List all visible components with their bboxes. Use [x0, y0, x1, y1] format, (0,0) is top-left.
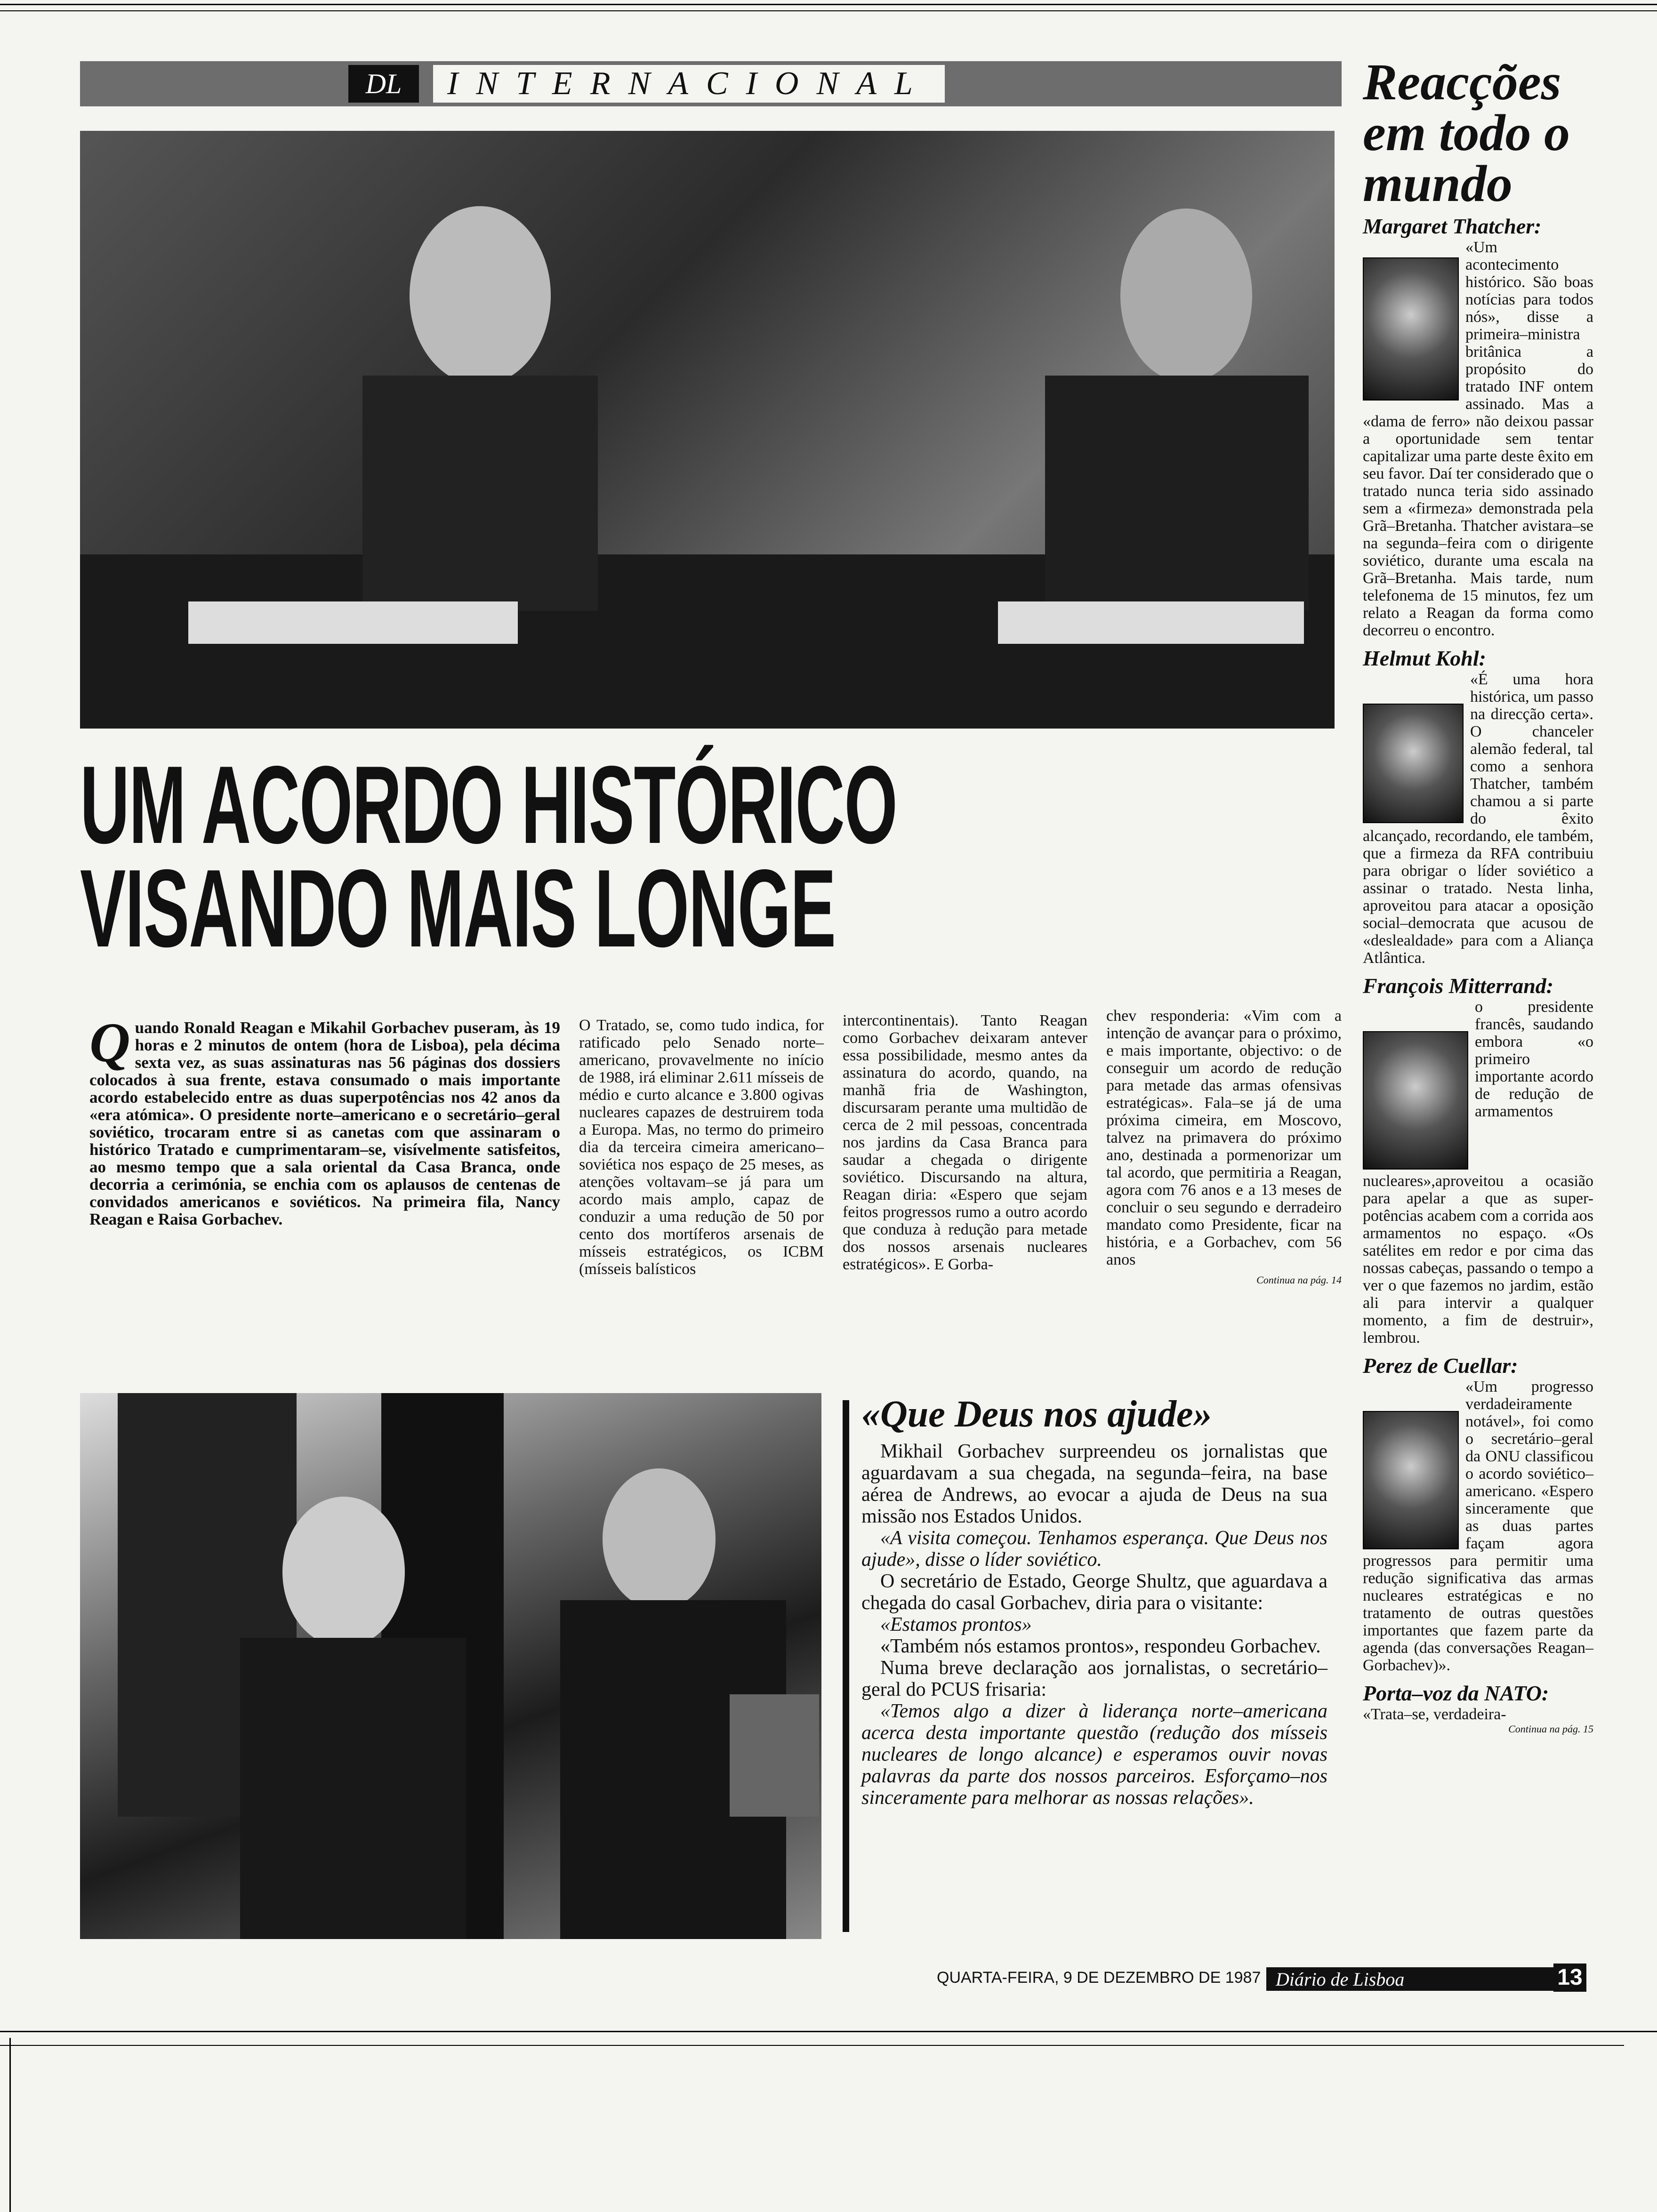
- footer-date: QUARTA-FEIRA, 9 DE DEZEMBRO DE 1987: [937, 1969, 1261, 1987]
- sidebar-title: Reacções em todo o mundo: [1363, 53, 1570, 212]
- sidebar-text-cuellar: «Um progresso verdadeiramente notável», foi como o secretário–geral da ONU classificou o acordo soviético–americano. «Espero sinceramente que as duas partes façam agora progressos para permitir uma redução significativa das armas nucleares estratégicas e no tratamento de outras questões importantes que fazem parte da agenda (das conversações Reagan–Gorbachev)».: [1363, 1378, 1593, 1674]
- box-paragraph-6: Numa breve declaração aos jornalistas, o secretário–geral do PCUS frisaria:: [861, 1657, 1327, 1700]
- sidebar-name-thatcher: Margaret Thatcher:: [1363, 214, 1542, 238]
- article-column-3: [843, 1012, 1087, 1273]
- box-paragraph-4: «Estamos prontos»: [880, 1614, 1032, 1635]
- box-accent-bar: [843, 1400, 849, 1932]
- lead-paragraph: [89, 1011, 560, 1228]
- headline-line-1: UM ACORDO HISTÓRICO: [80, 743, 897, 866]
- sidebar-text-nato: «Trata–se, verdadeira-: [1363, 1706, 1506, 1723]
- bottom-rule-2: [0, 2045, 1624, 2046]
- sidebar-name-nato: Porta–voz da NATO:: [1363, 1681, 1549, 1705]
- mitterrand-portrait: [1363, 1031, 1468, 1170]
- bottom-rule: [0, 2031, 1657, 2032]
- signing-photo: [80, 131, 1335, 729]
- box-paragraph-5: «Também nós estamos prontos», respondeu Gorbachev.: [880, 1635, 1321, 1657]
- kohl-portrait: [1363, 704, 1464, 823]
- box-title: «Que Deus nos ajude»: [861, 1394, 1212, 1435]
- cuellar-portrait: [1363, 1411, 1459, 1549]
- quote-box: [861, 1393, 1327, 1809]
- sidebar-reactions: [1363, 53, 1593, 1735]
- continue-note-15: Continua na pág. 15: [1508, 1723, 1593, 1735]
- column-4-text: chev responderia: «Vim com a intenção de avançar para o próximo, e mais importante, objectivo: o de conseguir um acordo de redução para metade das armas ofensivas estratégicas». Fala–se já de uma próxima cimeira, em Moscovo, talvez na primavera do próximo ano, destinada a pormenorizar um tal acordo, que permitiria a Reagan, agora com 76 anos e a 13 meses de concluir o seu segundo e derradeiro mandato como Presidente, ficar na história, e a Gorbachev, com 56 anos: [1106, 1007, 1342, 1268]
- column-3-text: intercontinentais). Tanto Reagan como Gorbachev deixaram antever essa possibilidade, mesmo antes da assinatura do acordo, quando, na manhã fria de Washington, discursaram perante uma multidão de cerca de 2 mil pessoas, concentrada nos jardins da Casa Branca para saudar a chegada o dirigente soviético. Discursando na altura, Reagan diria: «Espero que sejam feitos progressos rumo a outro acordo que conduza à redução para metade dos nossos arsenais nucleares estratégicos». E Gorba-: [843, 1012, 1087, 1273]
- headline-line-2: VISANDO MAIS LONGE: [80, 846, 836, 970]
- page-number: 13: [1553, 1964, 1586, 1992]
- article-column-2: [579, 1017, 824, 1278]
- newspaper-logo: DL: [348, 65, 419, 103]
- handshake-photo: [80, 1393, 821, 1939]
- lead-text: uando Ronald Reagan e Mikahil Gorbachev puseram, às 19 horas e 2 minutos de ontem (hora de Lisboa), pela décima sexta vez, as suas assinaturas nas 56 páginas dos dossiers colocados à sua frente, estava consumado o mais importante acordo estabelecido entre as duas superpotências nos 42 anos da «era atómica». O presidente norte–americano e o secretário–geral soviético, trocaram entre si as canetas com que assinaram o histórico Tratado e cumprimentaram–se, visívelmente satisfeitos, ao mesmo tempo que a sala oriental da Casa Branca, onde decorria a cerimónia, se enchia com os aplausos de centenas de convidados americanos e soviéticos. Na primeira fila, Nancy Reagan e Raisa Gorbachev.: [89, 1018, 560, 1228]
- sidebar-text-kohl: «É uma hora histórica, um passo na direcção certa». O chanceler alemão federal, tal como a senhora Thatcher, também chamou a si parte do êxito alcançado, recordando, ele também, que a firmeza da RFA contribuiu para obrigar o líder soviético a assinar o tratado. Nesta linha, aproveitou para atacar a oposição social–democrata que acusou de «deslealdade» para com a Aliança Atlântica.: [1363, 671, 1593, 967]
- top-rule: [0, 4, 1657, 5]
- section-header: [80, 61, 1342, 106]
- drop-cap: Q: [89, 1011, 130, 1074]
- sidebar-text-mitterrand: o presidente francês, saudando embora «o primeiro importante acordo de redução de armamentos nucleares»,aproveitou a ocasião para apelar a que as super- potências acabem com a corrida aos armamentos no espaço. «Os satélites em redor e por cima das nossas cabeças, passando o tempo a ver o que fazemos no jardim, estão ali para intervir a qualquer momento, a fim de destruir», lembrou.: [1363, 998, 1593, 1346]
- box-paragraph-2: «A visita começou. Tenhamos esperança. Que Deus nos ajude», disse o líder soviético.: [861, 1527, 1327, 1571]
- thatcher-portrait: [1363, 257, 1459, 401]
- section-title: INTERNACIONAL: [433, 65, 945, 103]
- left-edge-rule: [9, 2038, 11, 2212]
- footer-paper-name: Diário de Lisboa: [1276, 1968, 1405, 1990]
- sidebar-name-kohl: Helmut Kohl:: [1363, 646, 1486, 670]
- main-headline: [80, 743, 897, 970]
- article-column-4: [1106, 1007, 1342, 1289]
- signing-photo-art: [80, 131, 1335, 729]
- sidebar-name-mitterrand: François Mitterrand:: [1363, 974, 1554, 998]
- continue-note-14: Continua na pág. 14: [1256, 1274, 1342, 1286]
- top-rule-2: [0, 10, 1657, 11]
- box-paragraph-7: «Temos algo a dizer à liderança norte–americana acerca desta importante questão (redução dos mísseis nucleares de longo alcance) e esperamos ouvir novas palavras da parte dos nossos parceiros. Esforçamo–nos sinceramente para melhorar as nossas relações».: [861, 1700, 1327, 1809]
- box-paragraph-1: Mikhail Gorbachev surpreendeu os jornalistas que aguardavam a sua chegada, na segunda–feira, na base aérea de Andrews, ao evocar a ajuda de Deus na sua missão nos Estados Unidos.: [861, 1441, 1327, 1527]
- sidebar-name-cuellar: Perez de Cuellar:: [1363, 1354, 1518, 1378]
- column-2-text: O Tratado, se, como tudo indica, for ratificado pelo Senado norte–americano, provavelmente no início de 1988, irá eliminar 2.611 mísseis de médio e curto alcance e 3.800 ogivas nucleares capazes de destruirem toda a Europa. Mas, no termo do primeiro dia da terceira cimeira americano–soviética nos espaço de 25 meses, as atenções voltavam–se já para um acordo mais amplo, capaz de conduzir a uma redução de 50 por cento dos mortíferos arsenais de mísseis estratégicos, os ICBM (mísseis balísticos: [579, 1017, 824, 1278]
- handshake-photo-art: [80, 1393, 821, 1939]
- sidebar-text-thatcher: «Um acontecimento histórico. São boas notícias para todos nós», disse a primeira–ministra britânica a propósito do tratado INF ontem assinado. Mas a «dama de ferro» não deixou passar a oportunidade sem tentar capitalizar uma parte deste êxito em seu favor. Daí ter considerado que o tratado nunca teria sido assinado sem a «firmeza» demonstrada pela Grã–Bretanha. Thatcher avistara–se na segunda–feira com o dirigente soviético, durante uma escala na Grã–Bretanha. Mais tarde, num telefonema de 15 minutos, fez um relato a Reagan da forma como decorreu o encontro.: [1363, 239, 1593, 639]
- box-paragraph-3: O secretário de Estado, George Shultz, que aguardava a chegada do casal Gorbachev, diria para o visitante:: [861, 1571, 1327, 1614]
- footer-masthead: [1266, 1967, 1563, 1991]
